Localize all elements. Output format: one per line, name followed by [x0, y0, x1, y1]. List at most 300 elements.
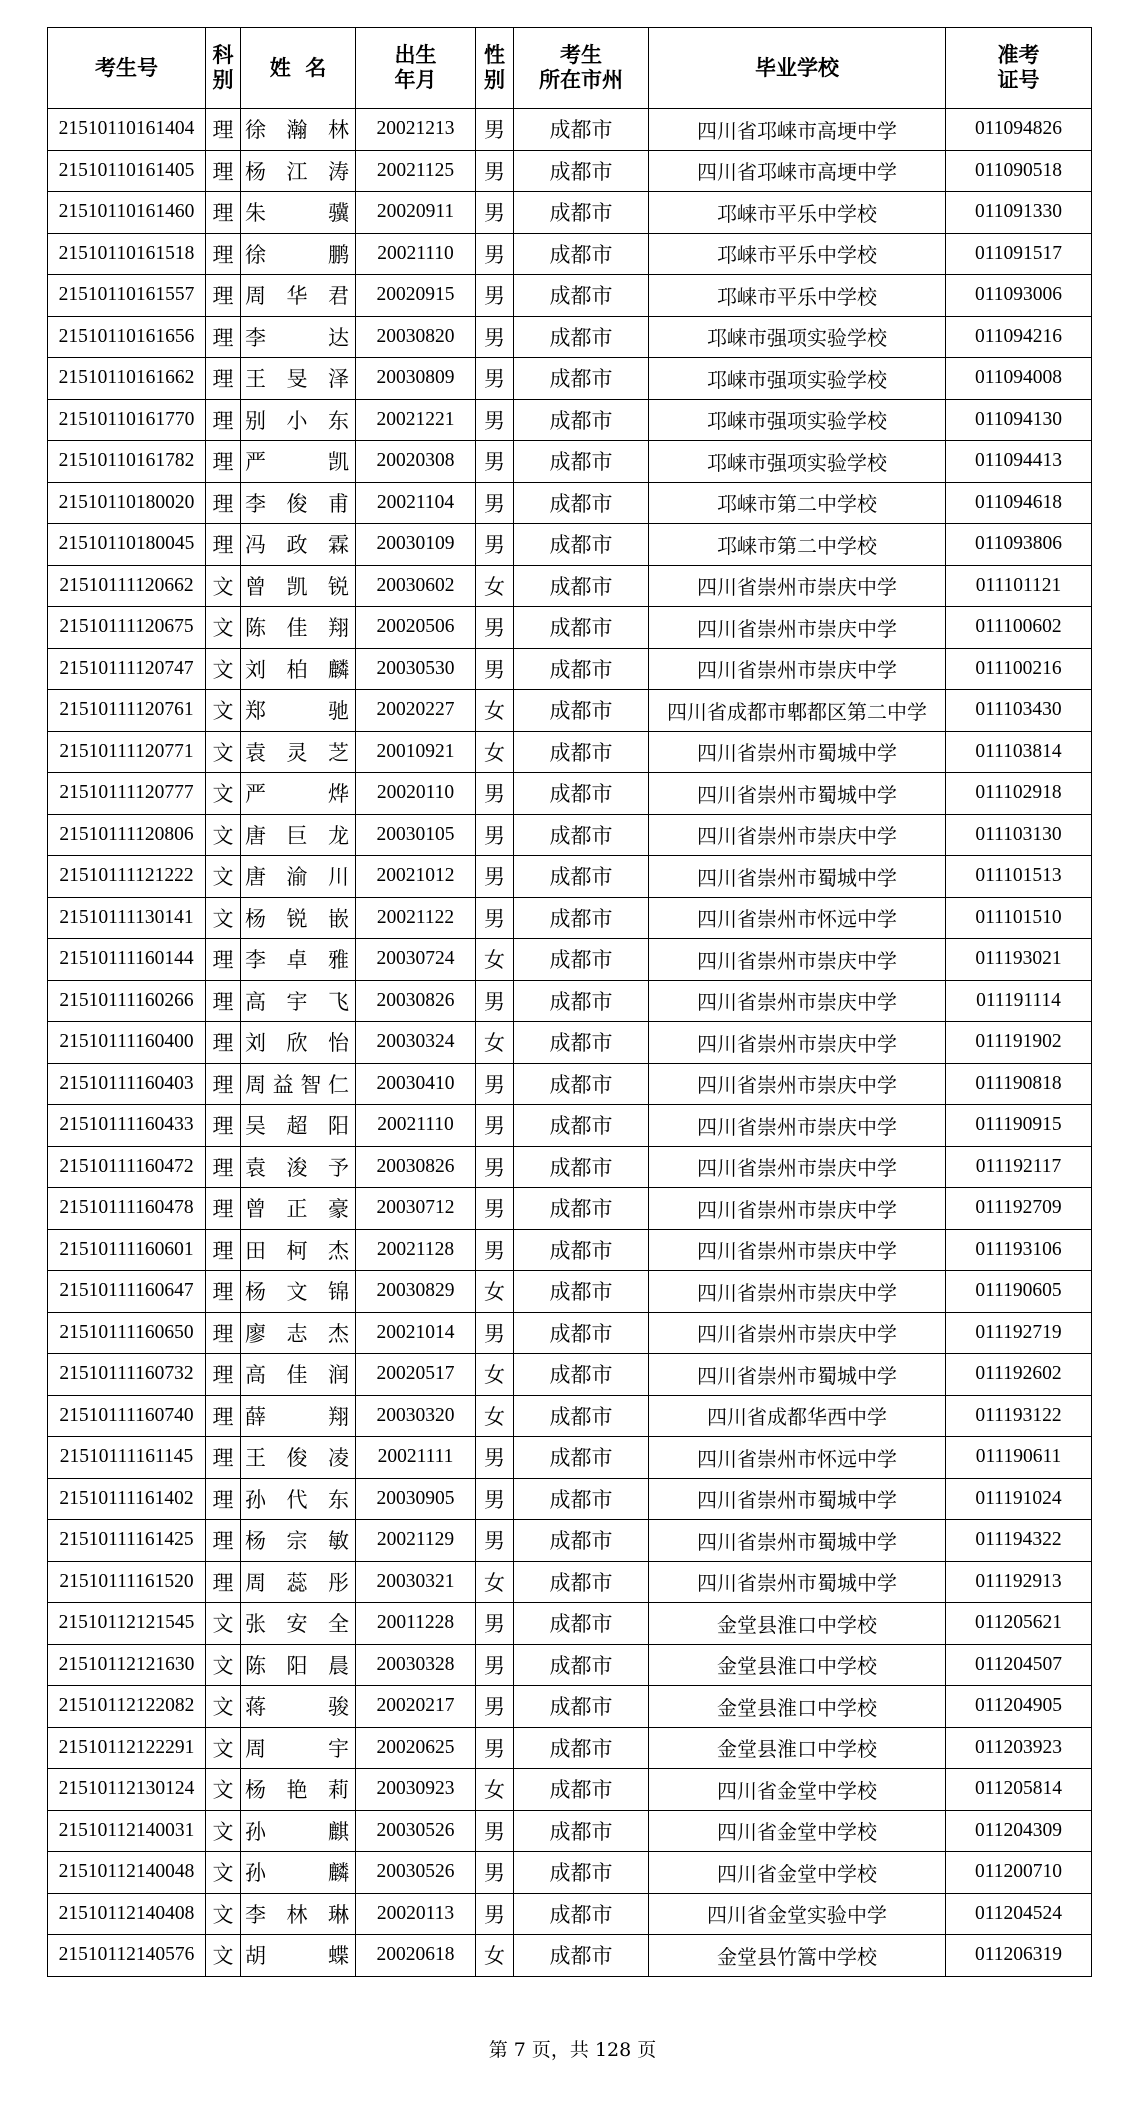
table-row — [48, 1520, 1092, 1562]
ticket-cell: 011205814 — [946, 1769, 1092, 1811]
gender-cell: 女 — [476, 1022, 514, 1064]
ticket-cell: 011191902 — [946, 1022, 1092, 1064]
birth-cell: 20021110 — [356, 233, 476, 275]
city-cell: 成都市 — [514, 1105, 649, 1147]
name-cell: 周华君 — [241, 275, 356, 317]
birth-cell: 20021125 — [356, 150, 476, 192]
exam-no-cell: 21510110161770 — [48, 399, 206, 441]
exam-no-cell: 21510111160403 — [48, 1063, 206, 1105]
name-cell: 周益智仁 — [241, 1063, 356, 1105]
city-cell: 成都市 — [514, 1354, 649, 1396]
exam-no-cell: 21510111160732 — [48, 1354, 206, 1396]
city-cell: 成都市 — [514, 980, 649, 1022]
city-cell: 成都市 — [514, 1561, 649, 1603]
city-cell: 成都市 — [514, 524, 649, 566]
student-table — [47, 27, 1092, 1977]
school-cell: 四川省崇州市崇庆中学 — [649, 1063, 946, 1105]
school-cell: 金堂县淮口中学校 — [649, 1727, 946, 1769]
ticket-cell: 011191024 — [946, 1478, 1092, 1520]
subject-cell: 文 — [206, 1603, 241, 1645]
city-cell: 成都市 — [514, 607, 649, 649]
city-cell: 成都市 — [514, 441, 649, 483]
city-cell: 成都市 — [514, 1727, 649, 1769]
ticket-cell: 011093006 — [946, 275, 1092, 317]
ticket-cell: 011193106 — [946, 1229, 1092, 1271]
table-header-row — [48, 28, 1092, 109]
city-cell: 成都市 — [514, 1146, 649, 1188]
table-row — [48, 1561, 1092, 1603]
gender-cell: 女 — [476, 939, 514, 981]
ticket-cell: 011094216 — [946, 316, 1092, 358]
ticket-cell: 011191114 — [946, 980, 1092, 1022]
exam-no-cell: 21510110180045 — [48, 524, 206, 566]
name-cell: 李达 — [241, 316, 356, 358]
subject-cell: 文 — [206, 814, 241, 856]
name-cell: 胡蝶 — [241, 1935, 356, 1977]
birth-cell: 20030602 — [356, 565, 476, 607]
subject-cell: 文 — [206, 1893, 241, 1935]
table-row — [48, 773, 1092, 815]
exam-no-cell: 21510111120675 — [48, 607, 206, 649]
birth-cell: 20020110 — [356, 773, 476, 815]
exam-no-cell: 21510111120771 — [48, 731, 206, 773]
exam-no-cell: 21510111161145 — [48, 1437, 206, 1479]
birth-cell: 20030105 — [356, 814, 476, 856]
gender-cell: 男 — [476, 316, 514, 358]
subject-cell: 理 — [206, 1188, 241, 1230]
exam-no-cell: 21510111160478 — [48, 1188, 206, 1230]
table-row — [48, 1437, 1092, 1479]
school-cell: 四川省崇州市崇庆中学 — [649, 1105, 946, 1147]
exam-no-cell: 21510111130141 — [48, 897, 206, 939]
birth-cell: 20030923 — [356, 1769, 476, 1811]
subject-cell: 理 — [206, 399, 241, 441]
exam-no-cell: 21510110161404 — [48, 109, 206, 151]
birth-cell: 20030321 — [356, 1561, 476, 1603]
table-row — [48, 607, 1092, 649]
name-cell: 杨宗敏 — [241, 1520, 356, 1562]
table-row — [48, 1271, 1092, 1313]
name-cell: 袁灵芝 — [241, 731, 356, 773]
school-cell: 四川省崇州市蜀城中学 — [649, 731, 946, 773]
table-row — [48, 939, 1092, 981]
gender-cell: 男 — [476, 648, 514, 690]
ticket-cell: 011091517 — [946, 233, 1092, 275]
subject-cell: 文 — [206, 897, 241, 939]
exam-no-cell: 21510112121545 — [48, 1603, 206, 1645]
header-ticket: 准考 证号 — [946, 28, 1092, 109]
table-row — [48, 1395, 1092, 1437]
school-cell: 四川省崇州市崇庆中学 — [649, 814, 946, 856]
name-cell: 李俊甫 — [241, 482, 356, 524]
exam-no-cell: 21510111120662 — [48, 565, 206, 607]
city-cell: 成都市 — [514, 1769, 649, 1811]
name-cell: 严凯 — [241, 441, 356, 483]
school-cell: 四川省崇州市蜀城中学 — [649, 1478, 946, 1520]
name-cell: 杨文锦 — [241, 1271, 356, 1313]
table-row — [48, 358, 1092, 400]
school-cell: 四川省崇州市崇庆中学 — [649, 1229, 946, 1271]
name-cell: 廖志杰 — [241, 1312, 356, 1354]
birth-cell: 20011228 — [356, 1603, 476, 1645]
birth-cell: 20030820 — [356, 316, 476, 358]
ticket-cell: 011093806 — [946, 524, 1092, 566]
name-cell: 周蕊彤 — [241, 1561, 356, 1603]
exam-no-cell: 21510111120777 — [48, 773, 206, 815]
gender-cell: 男 — [476, 1852, 514, 1894]
city-cell: 成都市 — [514, 233, 649, 275]
gender-cell: 男 — [476, 441, 514, 483]
school-cell: 四川省金堂实验中学 — [649, 1893, 946, 1935]
subject-cell: 理 — [206, 1437, 241, 1479]
table-row — [48, 1686, 1092, 1728]
ticket-cell: 011094008 — [946, 358, 1092, 400]
school-cell: 邛崃市强项实验学校 — [649, 358, 946, 400]
subject-cell: 理 — [206, 939, 241, 981]
exam-no-cell: 21510111121222 — [48, 856, 206, 898]
table-row — [48, 1810, 1092, 1852]
table-row — [48, 980, 1092, 1022]
subject-cell: 文 — [206, 690, 241, 732]
table-row — [48, 1229, 1092, 1271]
exam-no-cell: 21510111160433 — [48, 1105, 206, 1147]
table-row — [48, 1478, 1092, 1520]
ticket-cell: 011204905 — [946, 1686, 1092, 1728]
birth-cell: 20020915 — [356, 275, 476, 317]
exam-no-cell: 21510110161782 — [48, 441, 206, 483]
ticket-cell: 011204524 — [946, 1893, 1092, 1935]
city-cell: 成都市 — [514, 316, 649, 358]
subject-cell: 文 — [206, 731, 241, 773]
subject-cell: 文 — [206, 773, 241, 815]
ticket-cell: 011192913 — [946, 1561, 1092, 1603]
table-row — [48, 399, 1092, 441]
exam-no-cell: 21510110161557 — [48, 275, 206, 317]
gender-cell: 男 — [476, 233, 514, 275]
name-cell: 孙麒 — [241, 1810, 356, 1852]
ticket-cell: 011193021 — [946, 939, 1092, 981]
gender-cell: 男 — [476, 1520, 514, 1562]
table-row — [48, 192, 1092, 234]
subject-cell: 理 — [206, 1354, 241, 1396]
name-cell: 徐瀚林 — [241, 109, 356, 151]
school-cell: 四川省金堂中学校 — [649, 1852, 946, 1894]
exam-no-cell: 21510111161425 — [48, 1520, 206, 1562]
gender-cell: 男 — [476, 1686, 514, 1728]
school-cell: 四川省金堂中学校 — [649, 1769, 946, 1811]
city-cell: 成都市 — [514, 565, 649, 607]
school-cell: 四川省崇州市崇庆中学 — [649, 1312, 946, 1354]
gender-cell: 女 — [476, 731, 514, 773]
birth-cell: 20030530 — [356, 648, 476, 690]
gender-cell: 男 — [476, 1312, 514, 1354]
school-cell: 四川省邛崃市高埂中学 — [649, 150, 946, 192]
subject-cell: 理 — [206, 1146, 241, 1188]
table-row — [48, 690, 1092, 732]
subject-cell: 理 — [206, 1312, 241, 1354]
city-cell: 成都市 — [514, 731, 649, 773]
table-row — [48, 1022, 1092, 1064]
subject-cell: 理 — [206, 1105, 241, 1147]
gender-cell: 男 — [476, 482, 514, 524]
city-cell: 成都市 — [514, 1229, 649, 1271]
gender-cell: 男 — [476, 1727, 514, 1769]
subject-cell: 理 — [206, 109, 241, 151]
school-cell: 邛崃市强项实验学校 — [649, 441, 946, 483]
page-footer: 第 7 页，共 128 页 — [488, 2039, 657, 2061]
city-cell: 成都市 — [514, 856, 649, 898]
city-cell: 成都市 — [514, 275, 649, 317]
gender-cell: 男 — [476, 1810, 514, 1852]
exam-no-cell: 21510111160647 — [48, 1271, 206, 1313]
birth-cell: 20030109 — [356, 524, 476, 566]
subject-cell: 文 — [206, 1935, 241, 1977]
birth-cell: 20030410 — [356, 1063, 476, 1105]
gender-cell: 男 — [476, 109, 514, 151]
subject-cell: 文 — [206, 607, 241, 649]
gender-cell: 男 — [476, 1478, 514, 1520]
gender-cell: 男 — [476, 275, 514, 317]
gender-cell: 男 — [476, 524, 514, 566]
ticket-cell: 011102918 — [946, 773, 1092, 815]
gender-cell: 女 — [476, 1395, 514, 1437]
city-cell: 成都市 — [514, 109, 649, 151]
birth-cell: 20030826 — [356, 980, 476, 1022]
exam-no-cell: 21510112140576 — [48, 1935, 206, 1977]
subject-cell: 文 — [206, 856, 241, 898]
name-cell: 曾凯锐 — [241, 565, 356, 607]
school-cell: 四川省崇州市蜀城中学 — [649, 1520, 946, 1562]
table-row — [48, 856, 1092, 898]
birth-cell: 20021111 — [356, 1437, 476, 1479]
header-birth: 出生 年月 — [356, 28, 476, 109]
subject-cell: 理 — [206, 980, 241, 1022]
gender-cell: 男 — [476, 980, 514, 1022]
name-cell: 朱骥 — [241, 192, 356, 234]
name-cell: 徐鹏 — [241, 233, 356, 275]
exam-no-cell: 21510112140031 — [48, 1810, 206, 1852]
city-cell: 成都市 — [514, 192, 649, 234]
subject-cell: 理 — [206, 275, 241, 317]
ticket-cell: 011192719 — [946, 1312, 1092, 1354]
table-row — [48, 1188, 1092, 1230]
school-cell: 金堂县竹篙中学校 — [649, 1935, 946, 1977]
city-cell: 成都市 — [514, 1022, 649, 1064]
gender-cell: 女 — [476, 565, 514, 607]
ticket-cell: 011193122 — [946, 1395, 1092, 1437]
gender-cell: 男 — [476, 358, 514, 400]
gender-cell: 男 — [476, 1893, 514, 1935]
school-cell: 四川省崇州市崇庆中学 — [649, 565, 946, 607]
exam-no-cell: 21510111160144 — [48, 939, 206, 981]
subject-cell: 理 — [206, 1063, 241, 1105]
birth-cell: 20030320 — [356, 1395, 476, 1437]
exam-no-cell: 21510111160400 — [48, 1022, 206, 1064]
name-cell: 杨锐嵌 — [241, 897, 356, 939]
exam-no-cell: 21510111120806 — [48, 814, 206, 856]
city-cell: 成都市 — [514, 1852, 649, 1894]
table-row — [48, 1063, 1092, 1105]
exam-no-cell: 21510112140408 — [48, 1893, 206, 1935]
birth-cell: 20020618 — [356, 1935, 476, 1977]
city-cell: 成都市 — [514, 1437, 649, 1479]
table-row — [48, 233, 1092, 275]
city-cell: 成都市 — [514, 1603, 649, 1645]
exam-no-cell: 21510111161520 — [48, 1561, 206, 1603]
school-cell: 邛崃市平乐中学校 — [649, 233, 946, 275]
name-cell: 孙代东 — [241, 1478, 356, 1520]
city-cell: 成都市 — [514, 150, 649, 192]
gender-cell: 男 — [476, 856, 514, 898]
ticket-cell: 011101121 — [946, 565, 1092, 607]
subject-cell: 文 — [206, 1686, 241, 1728]
ticket-cell: 011094413 — [946, 441, 1092, 483]
school-cell: 四川省邛崃市高埂中学 — [649, 109, 946, 151]
table-row — [48, 1893, 1092, 1935]
subject-cell: 理 — [206, 1022, 241, 1064]
name-cell: 高佳润 — [241, 1354, 356, 1396]
ticket-cell: 011103430 — [946, 690, 1092, 732]
ticket-cell: 011192709 — [946, 1188, 1092, 1230]
exam-no-cell: 21510110161460 — [48, 192, 206, 234]
birth-cell: 20021104 — [356, 482, 476, 524]
city-cell: 成都市 — [514, 814, 649, 856]
ticket-cell: 011203923 — [946, 1727, 1092, 1769]
ticket-cell: 011103814 — [946, 731, 1092, 773]
birth-cell: 20021014 — [356, 1312, 476, 1354]
table-row — [48, 524, 1092, 566]
header-name: 姓 名 — [241, 28, 356, 109]
exam-no-cell: 21510110161662 — [48, 358, 206, 400]
exam-no-cell: 21510110161405 — [48, 150, 206, 192]
birth-cell: 20030526 — [356, 1852, 476, 1894]
name-cell: 吴超阳 — [241, 1105, 356, 1147]
table-row — [48, 1644, 1092, 1686]
exam-no-cell: 21510112130124 — [48, 1769, 206, 1811]
ticket-cell: 011090518 — [946, 150, 1092, 192]
city-cell: 成都市 — [514, 399, 649, 441]
school-cell: 四川省崇州市蜀城中学 — [649, 1354, 946, 1396]
exam-no-cell: 21510111160740 — [48, 1395, 206, 1437]
subject-cell: 文 — [206, 1852, 241, 1894]
gender-cell: 男 — [476, 773, 514, 815]
name-cell: 杨江涛 — [241, 150, 356, 192]
name-cell: 张安全 — [241, 1603, 356, 1645]
school-cell: 邛崃市强项实验学校 — [649, 399, 946, 441]
ticket-cell: 011194322 — [946, 1520, 1092, 1562]
table-row — [48, 565, 1092, 607]
birth-cell: 20020113 — [356, 1893, 476, 1935]
name-cell: 杨艳莉 — [241, 1769, 356, 1811]
city-cell: 成都市 — [514, 1271, 649, 1313]
gender-cell: 男 — [476, 607, 514, 649]
exam-no-cell: 21510111160601 — [48, 1229, 206, 1271]
gender-cell: 女 — [476, 1935, 514, 1977]
birth-cell: 20020506 — [356, 607, 476, 649]
ticket-cell: 011091330 — [946, 192, 1092, 234]
gender-cell: 女 — [476, 1354, 514, 1396]
city-cell: 成都市 — [514, 648, 649, 690]
subject-cell: 理 — [206, 482, 241, 524]
school-cell: 四川省崇州市怀远中学 — [649, 897, 946, 939]
exam-no-cell: 21510110161518 — [48, 233, 206, 275]
ticket-cell: 011190605 — [946, 1271, 1092, 1313]
name-cell: 陈阳晨 — [241, 1644, 356, 1686]
ticket-cell: 011205621 — [946, 1603, 1092, 1645]
name-cell: 蒋骏 — [241, 1686, 356, 1728]
city-cell: 成都市 — [514, 1395, 649, 1437]
gender-cell: 男 — [476, 1188, 514, 1230]
subject-cell: 文 — [206, 1769, 241, 1811]
city-cell: 成都市 — [514, 1893, 649, 1935]
school-cell: 四川省崇州市崇庆中学 — [649, 1146, 946, 1188]
ticket-cell: 011204507 — [946, 1644, 1092, 1686]
ticket-cell: 011204309 — [946, 1810, 1092, 1852]
name-cell: 王旻泽 — [241, 358, 356, 400]
gender-cell: 男 — [476, 1105, 514, 1147]
school-cell: 四川省崇州市崇庆中学 — [649, 648, 946, 690]
table-row — [48, 897, 1092, 939]
name-cell: 别小东 — [241, 399, 356, 441]
subject-cell: 文 — [206, 648, 241, 690]
ticket-cell: 011100216 — [946, 648, 1092, 690]
gender-cell: 男 — [476, 192, 514, 234]
exam-no-cell: 21510111160266 — [48, 980, 206, 1022]
ticket-cell: 011192602 — [946, 1354, 1092, 1396]
name-cell: 陈佳翔 — [241, 607, 356, 649]
birth-cell: 20021221 — [356, 399, 476, 441]
city-cell: 成都市 — [514, 1686, 649, 1728]
subject-cell: 理 — [206, 150, 241, 192]
table-row — [48, 1935, 1092, 1977]
table-row — [48, 316, 1092, 358]
table-row — [48, 1146, 1092, 1188]
birth-cell: 20030526 — [356, 1810, 476, 1852]
birth-cell: 20021122 — [356, 897, 476, 939]
ticket-cell: 011206319 — [946, 1935, 1092, 1977]
gender-cell: 男 — [476, 1063, 514, 1105]
birth-cell: 20020911 — [356, 192, 476, 234]
name-cell: 袁浚予 — [241, 1146, 356, 1188]
exam-no-cell: 21510112121630 — [48, 1644, 206, 1686]
table-body — [48, 109, 1092, 1977]
subject-cell: 文 — [206, 1810, 241, 1852]
name-cell: 李林琳 — [241, 1893, 356, 1935]
table-row — [48, 1727, 1092, 1769]
table-row — [48, 648, 1092, 690]
birth-cell: 20020217 — [356, 1686, 476, 1728]
gender-cell: 男 — [476, 1146, 514, 1188]
gender-cell: 男 — [476, 1229, 514, 1271]
city-cell: 成都市 — [514, 1063, 649, 1105]
table-row — [48, 441, 1092, 483]
birth-cell: 20020517 — [356, 1354, 476, 1396]
name-cell: 唐巨龙 — [241, 814, 356, 856]
school-cell: 四川省成都华西中学 — [649, 1395, 946, 1437]
birth-cell: 20030905 — [356, 1478, 476, 1520]
city-cell: 成都市 — [514, 1644, 649, 1686]
table-row — [48, 1603, 1092, 1645]
table-row — [48, 275, 1092, 317]
exam-no-cell: 21510112122082 — [48, 1686, 206, 1728]
header-city: 考生 所在市州 — [514, 28, 649, 109]
subject-cell: 文 — [206, 1644, 241, 1686]
subject-cell: 文 — [206, 565, 241, 607]
city-cell: 成都市 — [514, 773, 649, 815]
school-cell: 四川省崇州市崇庆中学 — [649, 980, 946, 1022]
school-cell: 四川省崇州市蜀城中学 — [649, 773, 946, 815]
subject-cell: 理 — [206, 1271, 241, 1313]
